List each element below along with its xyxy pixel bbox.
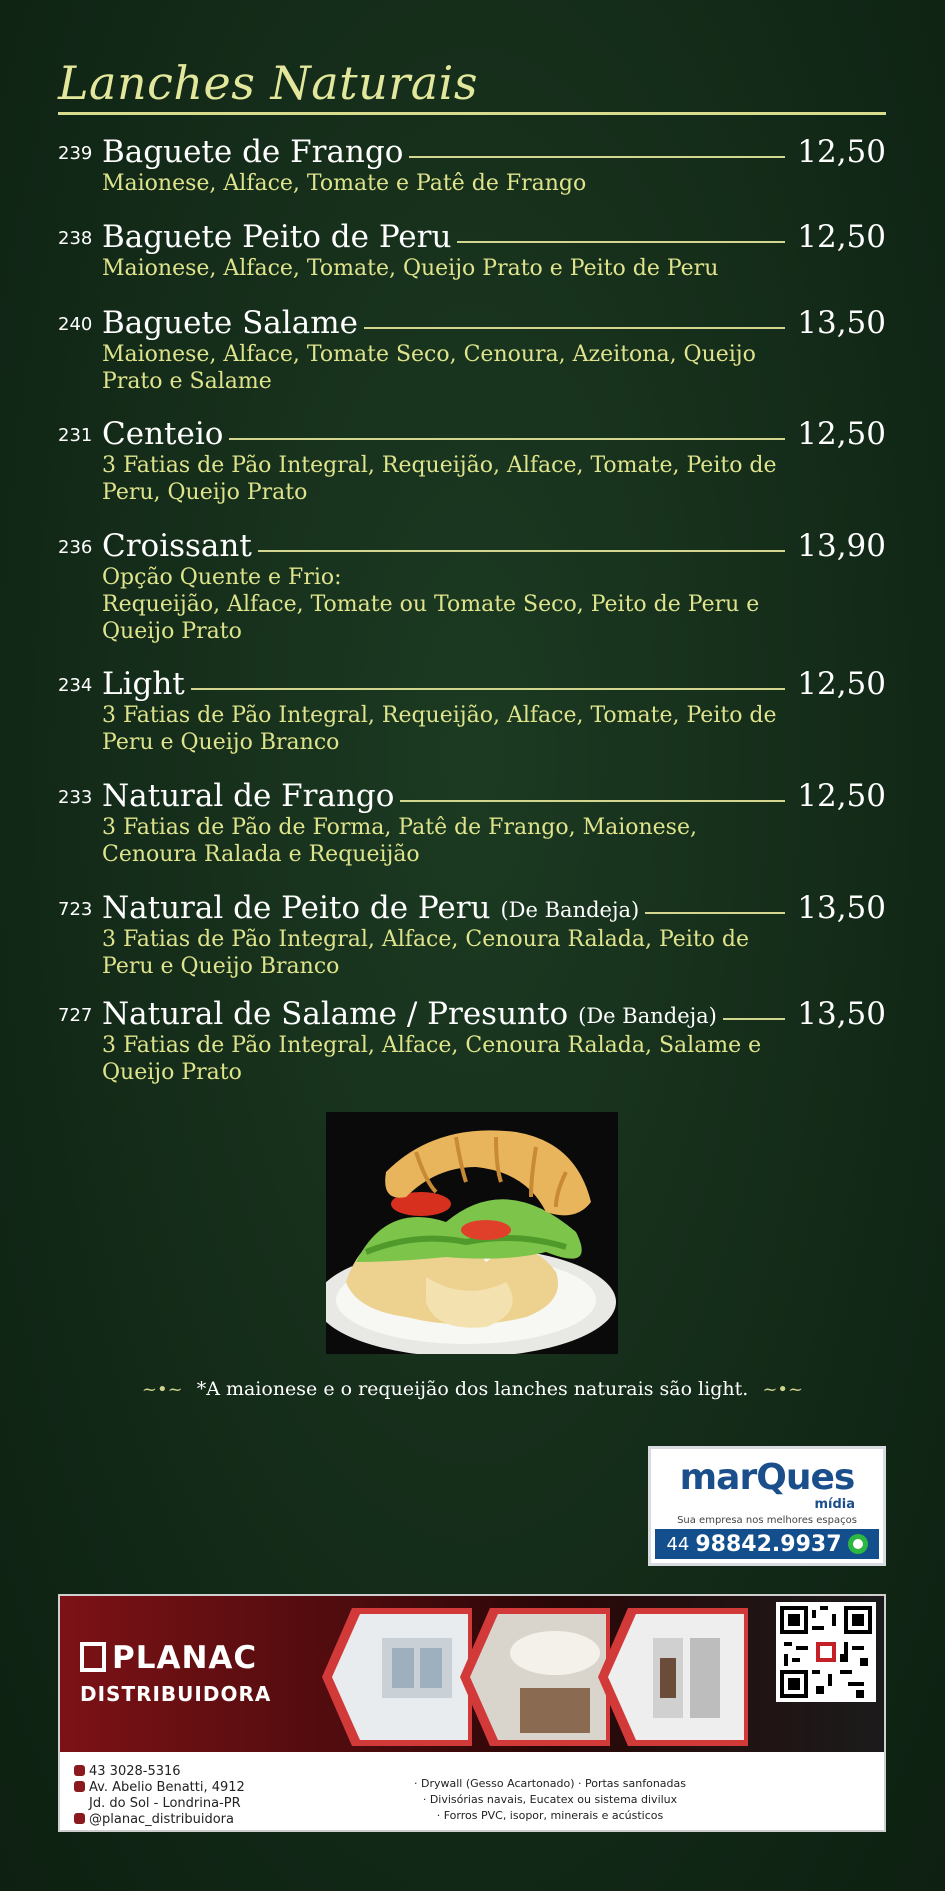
product-photo-2 <box>460 1608 610 1746</box>
item-name: Croissant <box>102 528 252 564</box>
ornament-icon: ~•~ <box>762 1379 804 1400</box>
description-line: Queijo Prato <box>102 619 242 644</box>
planac-logo-icon <box>80 1642 106 1672</box>
marques-logo: marQues <box>679 1457 855 1498</box>
menu-item <box>58 130 886 197</box>
dot-leader <box>723 1018 785 1020</box>
item-name: Baguete Peito de Peru <box>102 219 452 255</box>
product-photo-1 <box>322 1608 472 1746</box>
whatsapp-icon <box>848 1534 868 1554</box>
item-price: 12,50 <box>797 778 886 814</box>
item-name: Baguete de Frango <box>102 134 404 170</box>
planac-phone: 43 3028-5316 <box>89 1764 181 1779</box>
item-description <box>102 1032 802 1086</box>
qr-code[interactable] <box>776 1602 876 1702</box>
phone-area-code: 44 <box>666 1533 690 1555</box>
service-line: · Drywall (Gesso Acartonado) · Portas sanfonadas <box>414 1777 686 1790</box>
item-name: Natural de Salame / Presunto <box>102 996 569 1032</box>
item-name: Baguete Salame <box>102 305 358 341</box>
marques-ad[interactable] <box>648 1446 886 1566</box>
item-price: 13,50 <box>797 890 886 926</box>
planac-logo <box>80 1640 257 1676</box>
dot-leader <box>409 156 785 158</box>
item-code: 238 <box>58 228 93 249</box>
qr-code-icon <box>780 1606 872 1698</box>
item-code: 727 <box>58 1005 93 1026</box>
description-line: Prato e Salame <box>102 369 272 394</box>
description-line: Peru e Queijo Branco <box>102 730 340 755</box>
item-description <box>102 170 802 197</box>
item-description <box>102 255 802 282</box>
item-price: 13,90 <box>797 528 886 564</box>
item-price: 13,50 <box>797 305 886 341</box>
dot-leader <box>364 327 785 329</box>
item-price: 12,50 <box>797 416 886 452</box>
description-line: Maionese, Alface, Tomate, Queijo Prato e Peito de Peru <box>102 256 719 281</box>
planac-address: Av. Abelio Benatti, 4912 <box>89 1780 245 1795</box>
description-line: 3 Fatias de Pão Integral, Alface, Cenoura Ralada, Peito de <box>102 927 750 952</box>
dot-leader <box>258 550 785 552</box>
planac-info <box>60 1752 884 1832</box>
description-line: Maionese, Alface, Tomate Seco, Cenoura, Azeitona, Queijo <box>102 342 756 367</box>
item-code: 236 <box>58 537 93 558</box>
description-line: 3 Fatias de Pão Integral, Requeijão, Alface, Tomate, Peito de <box>102 703 777 728</box>
description-line: Peru e Queijo Branco <box>102 954 340 979</box>
dot-leader <box>229 438 785 440</box>
item-code: 723 <box>58 899 93 920</box>
item-description <box>102 341 802 395</box>
item-price: 12,50 <box>797 219 886 255</box>
planac-ad[interactable] <box>58 1594 886 1832</box>
instagram-icon <box>74 1813 85 1824</box>
item-note: (De Bandeja) <box>500 898 640 922</box>
planac-subtitle: DISTRIBUIDORA <box>80 1682 272 1706</box>
description-line: Cenoura Ralada e Requeijão <box>102 842 420 867</box>
location-icon <box>74 1781 85 1792</box>
description-line: Peru, Queijo Prato <box>102 480 308 505</box>
item-code: 233 <box>58 787 93 808</box>
dot-leader <box>645 912 785 914</box>
item-description <box>102 564 802 645</box>
dot-leader <box>191 688 785 690</box>
menu-item <box>58 662 886 756</box>
menu-item <box>58 301 886 395</box>
description-line: Opção Quente e Frio: <box>102 565 342 590</box>
item-note: (De Bandeja) <box>578 1004 717 1028</box>
item-description <box>102 926 802 980</box>
service-line: · Forros PVC, isopor, minerais e acústicos <box>436 1809 664 1822</box>
description-line: Queijo Prato <box>102 1060 242 1085</box>
item-name: Natural de Peito de Peru <box>102 890 491 926</box>
planac-city: Jd. do Sol - Londrina-PR <box>89 1796 241 1811</box>
item-code: 240 <box>58 314 93 335</box>
marques-sub: mídia <box>814 1497 855 1512</box>
menu-item <box>58 412 886 506</box>
menu-item <box>58 992 886 1086</box>
planac-contact <box>74 1764 245 1828</box>
croissant-photo <box>326 1112 618 1354</box>
item-description <box>102 452 802 506</box>
menu-item <box>58 524 886 645</box>
dot-leader <box>400 800 785 802</box>
planac-instagram: @planac_distribuidora <box>89 1812 234 1827</box>
product-photo-3 <box>598 1608 748 1746</box>
item-code: 231 <box>58 425 93 446</box>
menu-item <box>58 774 886 868</box>
item-price: 12,50 <box>797 134 886 170</box>
description-line: Maionese, Alface, Tomate e Patê de Frango <box>102 171 587 196</box>
item-name: Centeio <box>102 416 224 452</box>
footnote <box>0 1378 945 1400</box>
planac-brand-text: PLANAC <box>112 1640 258 1676</box>
item-code: 234 <box>58 675 93 696</box>
description-line: 3 Fatias de Pão Integral, Alface, Cenoura Ralada, Salame e <box>102 1033 762 1058</box>
service-line: · Divisórias navais, Eucatex ou sistema divilux <box>422 1793 678 1806</box>
marques-tagline: Sua empresa nos melhores espaços <box>677 1515 857 1526</box>
description-line: 3 Fatias de Pão de Forma, Patê de Frango, Maionese, <box>102 815 697 840</box>
croissant-illustration <box>326 1112 618 1354</box>
menu-item <box>58 886 886 980</box>
marques-phone <box>655 1529 879 1559</box>
dot-leader <box>457 241 785 243</box>
menu-item <box>58 215 886 282</box>
phone-number: 98842.9937 <box>695 1531 842 1557</box>
planac-services <box>380 1776 720 1824</box>
description-line: Requeijão, Alface, Tomate ou Tomate Seco, Peito de Peru e <box>102 592 760 617</box>
item-code: 239 <box>58 143 93 164</box>
item-price: 12,50 <box>797 666 886 702</box>
section-title: Lanches Naturais <box>58 56 478 110</box>
title-divider <box>58 112 886 115</box>
phone-icon <box>74 1765 85 1776</box>
item-description <box>102 814 802 868</box>
footnote-text: *A maionese e o requeijão dos lanches naturais são light. <box>196 1378 749 1400</box>
item-description <box>102 702 802 756</box>
item-price: 13,50 <box>797 996 886 1032</box>
planac-banner <box>60 1596 884 1752</box>
ornament-icon: ~•~ <box>141 1379 183 1400</box>
item-name: Light <box>102 666 185 702</box>
description-line: 3 Fatias de Pão Integral, Requeijão, Alface, Tomate, Peito de <box>102 453 777 478</box>
item-name: Natural de Frango <box>102 778 395 814</box>
